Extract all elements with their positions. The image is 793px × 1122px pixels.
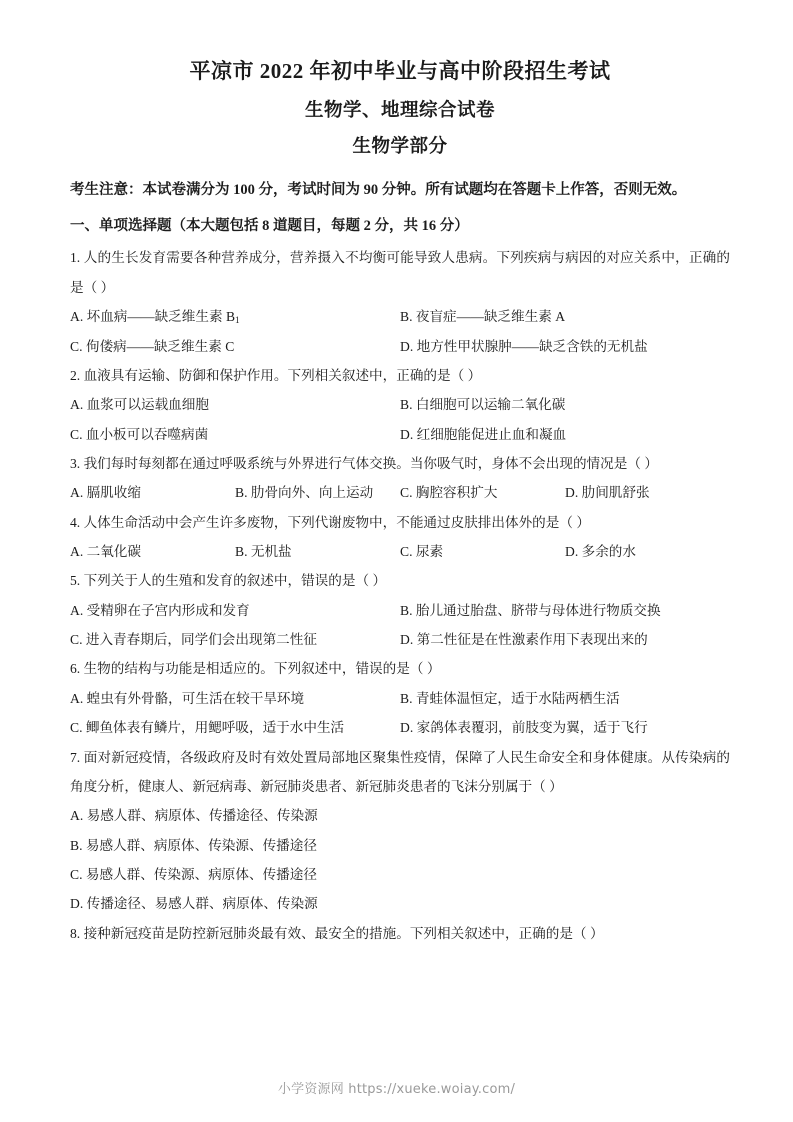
option-label: A. — [70, 485, 84, 501]
option-c[interactable] — [70, 420, 400, 449]
option-c[interactable] — [70, 860, 730, 889]
option-row — [70, 420, 730, 449]
option-row — [70, 390, 730, 419]
option-a[interactable] — [70, 801, 730, 830]
question-stem: 8. 接种新冠疫苗是防控新冠肺炎最有效、最安全的措施。下列相关叙述中，正确的是（ ） — [70, 925, 604, 941]
option-label: D. — [400, 632, 414, 648]
option-group — [70, 478, 730, 507]
option-label: B. — [400, 690, 413, 706]
option-row — [70, 596, 730, 625]
question-2 — [70, 361, 730, 449]
option-label: C. — [70, 632, 83, 648]
option-text: 第二性征是在性激素作用下表现出来的 — [416, 632, 648, 648]
option-row — [70, 860, 730, 889]
option-b[interactable] — [400, 596, 730, 625]
option-text: 地方性甲状腺肿——缺乏含铁的无机盐 — [416, 338, 648, 354]
option-group — [70, 302, 730, 361]
option-row — [70, 889, 730, 918]
option-text: 青蛙体温恒定，适于水陆两栖生活 — [415, 690, 620, 706]
option-row — [70, 537, 730, 566]
option-d[interactable] — [400, 713, 730, 742]
option-label: D. — [400, 720, 414, 736]
question-3 — [70, 449, 730, 508]
option-text: 易感人群、病原体、传染源、传播途径 — [85, 837, 317, 853]
option-c[interactable] — [400, 537, 565, 566]
option-a[interactable] — [70, 684, 400, 713]
question-stem: 7. 面对新冠疫情，各级政府及时有效处置局部地区聚集性疫情，保障了人民生命安全和身体健康。从传染病的角度分析，健康人、新冠病毒、新冠肺炎患者、新冠肺炎患者的飞沫分别属于（ ） — [70, 749, 730, 794]
option-text: 夜盲症——缺乏维生素 A — [415, 309, 566, 325]
option-text: 无机盐 — [250, 544, 292, 560]
option-text: 血小板可以吞噬病菌 — [85, 426, 209, 442]
option-label: D. — [70, 896, 84, 912]
option-text: 肋骨向外、向上运动 — [250, 485, 374, 501]
option-a[interactable] — [70, 596, 400, 625]
option-row — [70, 625, 730, 654]
option-text: 蝗虫有外骨骼，可生活在较干旱环境 — [86, 690, 305, 706]
option-text: 易感人群、传染源、病原体、传播途径 — [85, 866, 317, 882]
question-stem: 6. 生物的结构与功能是相适应的。下列叙述中，错误的是（ ） — [70, 661, 441, 677]
option-text: 传播途径、易感人群、病原体、传染源 — [86, 896, 318, 912]
question-5 — [70, 566, 730, 654]
question-4 — [70, 508, 730, 567]
option-text: 白细胞可以运输二氧化碳 — [415, 397, 566, 413]
option-row — [70, 332, 730, 361]
question-stem: 3. 我们每时每刻都在通过呼吸系统与外界进行气体交换。当你吸气时，身体不会出现的情况是（ ） — [70, 455, 658, 471]
option-d[interactable] — [565, 537, 730, 566]
option-text: 红细胞能促进止血和凝血 — [416, 426, 567, 442]
option-d[interactable] — [400, 625, 730, 654]
option-row — [70, 684, 730, 713]
question-7 — [70, 743, 730, 919]
option-label: B. — [400, 397, 413, 413]
option-subscript: 1 — [235, 315, 240, 326]
option-label: B. — [400, 309, 413, 325]
option-label: A. — [70, 397, 84, 413]
option-row — [70, 801, 730, 830]
option-label: A. — [70, 602, 84, 618]
page-title: 平凉市 2022 年初中毕业与高中阶段招生考试 — [189, 59, 611, 83]
option-row — [70, 831, 730, 860]
option-label: B. — [400, 602, 413, 618]
question-stem: 4. 人体生命活动中会产生许多废物，下列代谢废物中，不能通过皮肤排出体外的是（ ） — [70, 514, 590, 530]
option-label: D. — [565, 485, 579, 501]
option-label: B. — [235, 544, 248, 560]
option-d[interactable] — [400, 332, 730, 361]
option-text: 血浆可以运载血细胞 — [86, 397, 209, 413]
option-label: C. — [70, 338, 83, 354]
option-d[interactable] — [70, 889, 730, 918]
candidate-notice: 考生注意：本试卷满分为 100 分，考试时间为 90 分钟。所有试题均在答题卡上作答，否则无效。 — [70, 182, 687, 198]
option-row — [70, 478, 730, 507]
option-text: 坏血病——缺乏维生素 B — [86, 309, 236, 325]
option-b[interactable] — [70, 831, 730, 860]
option-a[interactable] — [70, 390, 400, 419]
option-b[interactable] — [400, 390, 730, 419]
question-stem: 5. 下列关于人的生殖和发育的叙述中，错误的是（ ） — [70, 573, 387, 589]
option-d[interactable] — [565, 478, 730, 507]
question-1 — [70, 243, 730, 360]
option-text: 二氧化碳 — [86, 544, 141, 560]
option-label: D. — [400, 426, 414, 442]
option-row — [70, 713, 730, 742]
section-heading-multiple-choice: 一、单项选择题（本大题包括 8 道题目，每题 2 分，共 16 分） — [70, 217, 469, 234]
option-b[interactable] — [400, 684, 730, 713]
option-text: 佝偻病——缺乏维生素 C — [85, 338, 235, 354]
option-b[interactable] — [235, 537, 400, 566]
question-stem: 1. 人的生长发育需要各种营养成分，营养摄入不均衡可能导致人患病。下列疾病与病因的对应关系中，正确的是（ ） — [70, 250, 730, 295]
option-a[interactable] — [70, 302, 400, 331]
option-text: 胸腔容积扩大 — [415, 485, 498, 501]
watermark: 小学资源网 https://xueke.woiay.com/ — [277, 1082, 516, 1097]
option-a[interactable] — [70, 537, 235, 566]
option-label: C. — [70, 426, 83, 442]
option-row — [70, 302, 730, 331]
option-label: D. — [400, 338, 414, 354]
option-text: 膈肌收缩 — [86, 485, 141, 501]
option-label: A. — [70, 690, 84, 706]
option-b[interactable] — [400, 302, 730, 331]
question-6 — [70, 654, 730, 742]
option-d[interactable] — [400, 420, 730, 449]
option-text: 鲫鱼体表有鳞片，用鳃呼吸，适于水中生活 — [85, 720, 345, 736]
option-c[interactable] — [70, 625, 400, 654]
paper-part-title: 生物学部分 — [352, 137, 448, 158]
option-text: 受精卵在子宫内形成和发育 — [86, 602, 250, 618]
option-text: 尿素 — [415, 544, 444, 560]
option-group — [70, 390, 730, 449]
option-label: A. — [70, 309, 84, 325]
option-text: 易感人群、病原体、传播途径、传染源 — [86, 808, 318, 824]
option-group — [70, 684, 730, 743]
option-a[interactable] — [70, 478, 235, 507]
option-text: 进入青春期后，同学们会出现第二性征 — [85, 632, 317, 648]
option-label: B. — [235, 485, 248, 501]
option-label: C. — [400, 544, 413, 560]
option-label: B. — [70, 837, 83, 853]
option-label: C. — [400, 485, 413, 501]
option-label: A. — [70, 544, 84, 560]
paper-subtitle: 生物学、地理综合试卷 — [304, 100, 495, 121]
option-c[interactable] — [70, 713, 400, 742]
option-label: A. — [70, 808, 84, 824]
option-text: 多余的水 — [581, 544, 636, 560]
option-label: C. — [70, 866, 83, 882]
option-group — [70, 537, 730, 566]
option-text: 家鸽体表覆羽，前肢变为翼，适于飞行 — [416, 720, 648, 736]
question-8 — [70, 919, 730, 948]
page-content — [70, 56, 730, 948]
option-b[interactable] — [235, 478, 400, 507]
option-c[interactable] — [70, 332, 400, 361]
option-group — [70, 801, 730, 918]
option-label: D. — [565, 544, 579, 560]
option-c[interactable] — [400, 478, 565, 507]
question-stem: 2. 血液具有运输、防御和保护作用。下列相关叙述中，正确的是（ ） — [70, 367, 482, 383]
option-text: 胎儿通过胎盘、脐带与母体进行物质交换 — [415, 602, 661, 618]
option-text: 肋间肌舒张 — [581, 485, 650, 501]
option-label: C. — [70, 720, 83, 736]
option-group — [70, 596, 730, 655]
